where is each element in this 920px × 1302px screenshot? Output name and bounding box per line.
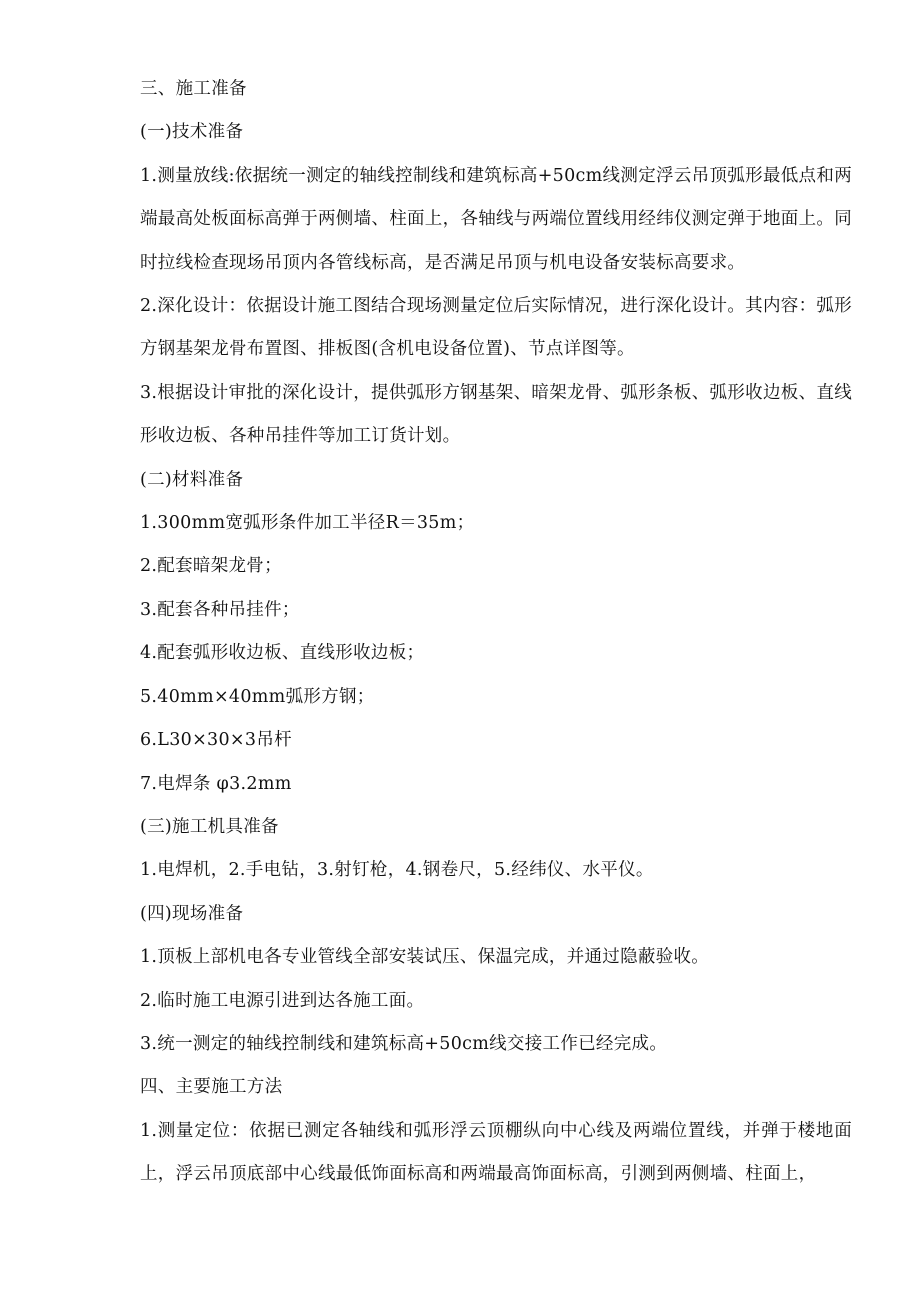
list-item: 2.配套暗架龙骨； xyxy=(140,556,282,577)
paragraph: 2.深化设计：依据设计施工图结合现场测量定位后实际情况，进行深化设计。其内容：弧形方钢基架龙骨布置图、排板图(含机电设备位置)、节点详图等。 xyxy=(140,296,852,360)
list-item: 5.40mm×40mm弧形方钢； xyxy=(140,686,375,707)
list-item: 1.电焊机，2.手电钻，3.射钉枪，4.钢卷尺，5.经纬仪、水平仪。 xyxy=(140,860,654,881)
section-heading: 三、施工准备 xyxy=(140,79,247,99)
subsection-heading: (二)材料准备 xyxy=(140,469,244,490)
list-item: 3.配套各种吊挂件； xyxy=(140,599,300,620)
list-item: 2.临时施工电源引进到达各施工面。 xyxy=(140,990,425,1011)
list-item: 7.电焊条 φ3.2mm xyxy=(140,773,292,794)
list-item: 1.顶板上部机电各专业管线全部安装试压、保温完成，并通过隐蔽验收。 xyxy=(140,947,710,968)
subsection-heading: (一)技术准备 xyxy=(140,122,244,143)
subsection-heading: (三)施工机具准备 xyxy=(140,816,279,837)
paragraph: 3.根据设计审批的深化设计，提供弧形方钢基架、暗架龙骨、弧形条板、弧形收边板、直线形收边板、各种吊挂件等加工订货计划。 xyxy=(140,382,852,447)
list-item: 6.L30×30×3吊杆 xyxy=(140,730,292,751)
paragraph: 1.测量放线:依据统一测定的轴线控制线和建筑标高+50cm线测定浮云吊顶弧形最低点和两端最高处板面标高弹于两侧墙、柱面上，各轴线与两端位置线用经纬仪测定弹于地面上。同时拉线检查现场吊顶内各管线标高，是否满足吊顶与机电设备安装标高要求。 xyxy=(140,165,852,273)
list-item: 1.300mm宽弧形条件加工半径R＝35m； xyxy=(140,513,475,534)
list-item: 3.统一测定的轴线控制线和建筑标高+50cm线交接工作已经完成。 xyxy=(140,1033,668,1054)
list-item: 4.配套弧形收边板、直线形收边板； xyxy=(140,643,425,664)
paragraph: 1.测量定位：依据已测定各轴线和弧形浮云顶棚纵向中心线及两端位置线，并弹于楼地面上，浮云吊顶底部中心线最低饰面标高和两端最高饰面标高，引测到两侧墙、柱面上， xyxy=(140,1120,852,1185)
document-body xyxy=(140,68,852,1197)
subsection-heading: (四)现场准备 xyxy=(140,903,244,924)
section-heading: 四、主要施工方法 xyxy=(140,1077,283,1098)
